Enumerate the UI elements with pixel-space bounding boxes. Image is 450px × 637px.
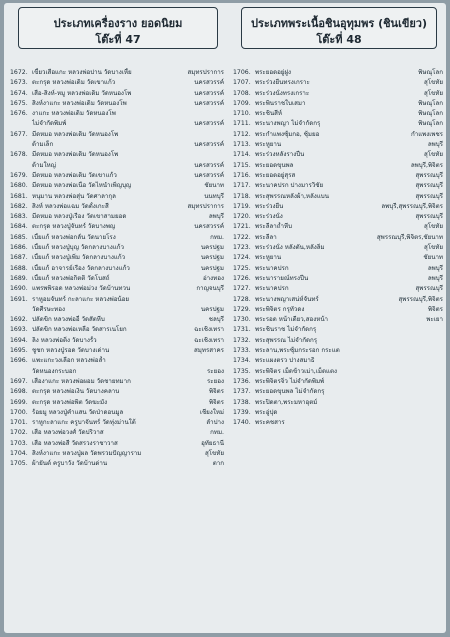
- item-number: 1688.: [10, 264, 28, 272]
- list-item: [10, 212, 224, 222]
- item-number: 1722.: [233, 233, 251, 241]
- list-item: [233, 202, 443, 212]
- item-number: 1717.: [233, 182, 251, 190]
- item-number: 1695.: [10, 347, 28, 355]
- item-province: ลพบุรี: [427, 264, 443, 272]
- item-province: สุพรรณบุรี: [415, 213, 443, 221]
- item-name: วัดศีรษะทอง: [32, 305, 65, 313]
- list-item: [10, 68, 224, 78]
- item-name: เบี้ยแก้ หลวงปู่บุญ วัดกลางบางแก้ว: [32, 244, 124, 252]
- item-number: 1699.: [10, 398, 28, 406]
- item-name: สิงห์ หลวงพ่อแฉม วัดตั้งเกะสี: [32, 202, 109, 210]
- list-item: [233, 89, 443, 99]
- item-name: ร้อยมู หลวงปู่คำแสน วัดป่าดอนมูล: [32, 408, 124, 416]
- list-item: [10, 305, 224, 315]
- item-province: สุโขทัย: [423, 151, 443, 159]
- list-item: [233, 264, 443, 274]
- list-item: [10, 295, 224, 305]
- item-number: 1739.: [233, 408, 251, 416]
- item-number: 1718.: [233, 192, 251, 200]
- item-province: พิจิตร: [208, 398, 224, 406]
- item-number: [10, 140, 32, 150]
- item-province: สุพรรณบุรี: [415, 182, 443, 190]
- item-province: พิษณุโลก: [418, 69, 443, 76]
- item-name: พระร่วงนั่ง: [255, 213, 283, 221]
- item-province: สมุทรปราการ: [187, 69, 224, 76]
- list-item: [10, 89, 224, 99]
- item-number: 1723.: [233, 244, 251, 252]
- item-number: 1726.: [233, 274, 251, 282]
- list-item: [233, 356, 443, 366]
- item-number: 1740.: [233, 419, 251, 427]
- list-item: [10, 150, 224, 160]
- list-item: [233, 233, 443, 243]
- item-number: 1703.: [10, 439, 28, 447]
- item-province: ลพบุรี,พิจิตร: [410, 161, 443, 169]
- catalog-page: [4, 3, 446, 633]
- list-item: [10, 398, 224, 408]
- list-item: [233, 78, 443, 88]
- item-number: 1735.: [233, 367, 251, 375]
- item-number: 1672.: [10, 69, 28, 76]
- item-province: สุพรรณบุรี,พิจิตร: [398, 295, 443, 303]
- item-province: สุพรรณบุรี: [415, 192, 443, 200]
- item-name: พระชินสีห์: [255, 110, 283, 118]
- table-47-list: [10, 68, 224, 470]
- list-item: [10, 315, 224, 325]
- item-province: สมุทรปราการ: [187, 202, 224, 210]
- item-number: 1731.: [233, 326, 251, 334]
- item-province: นครปฐม: [200, 305, 224, 313]
- item-province: นครสวรรค์: [194, 99, 224, 107]
- list-item: [10, 181, 224, 191]
- item-number: 1719.: [233, 202, 251, 210]
- item-number: 1720.: [233, 213, 251, 221]
- list-item: [233, 192, 443, 202]
- item-number: 1734.: [233, 357, 251, 365]
- list-item: [10, 78, 224, 88]
- item-number: 1714.: [233, 151, 251, 159]
- list-item: [233, 408, 443, 418]
- item-name: พระร่วงนั่งทรงเกราะ: [255, 89, 310, 97]
- item-province: นครสวรรค์: [194, 223, 224, 231]
- item-name: พระยอดอยู่สุรส: [255, 171, 296, 179]
- list-item: [10, 253, 224, 263]
- item-name: พระพิจิตร กรุทัวดง: [255, 305, 305, 313]
- item-name: พระหูยาน: [255, 254, 282, 262]
- item-name: พระพินราชใบเสมา: [255, 99, 306, 107]
- item-name: มีดหมอ หลวงพ่อเดิม วัดเขาแก้ว: [32, 171, 117, 179]
- list-item: [10, 202, 224, 212]
- list-item: [233, 109, 443, 119]
- item-name: แพรพพิรอด หลวงพ่อม่วง วัดบ้านทวน: [32, 285, 131, 293]
- item-province: ลพบุรี: [427, 141, 443, 149]
- list-item: [10, 192, 224, 202]
- table-47-title: ประเภทเครื่องราง ยอดนิยม: [53, 17, 183, 30]
- item-name: ปลัดขิก หลวงพ่อเหลือ วัดสารเนโยก: [32, 326, 127, 334]
- item-number: 1732.: [233, 336, 251, 344]
- item-name: มีดหมอ หลวงพ่อเดิม วัดหนองโพ: [32, 151, 119, 159]
- list-item: [233, 325, 443, 335]
- item-number: 1701.: [10, 419, 28, 427]
- item-name: หนุมาน หลวงพ่อสุ่น วัดศาลากุล: [32, 192, 116, 200]
- item-province: นครสวรรค์: [194, 89, 224, 97]
- item-name: พระร่วงหลังรางปืน: [255, 151, 305, 159]
- table-47-number: โต๊ะที่ 47: [95, 33, 141, 46]
- list-item: [10, 109, 224, 119]
- table-48-list: [233, 68, 443, 428]
- list-item: [10, 449, 224, 459]
- item-province: ชัยนาท: [204, 182, 224, 190]
- item-name: เสือ-สิงห์-หมู หลวงพ่อเดิม วัดหนองโพ: [32, 89, 132, 97]
- item-number: 1687.: [10, 254, 28, 262]
- item-name: พระร่วงนั่ง หลังตัน,หลังลิ่ม: [255, 244, 325, 252]
- list-item: [10, 130, 224, 140]
- item-province: ฉะเชิงเทรา: [194, 336, 224, 344]
- item-name: ตะกรุด หลวงพ่อพิต วัดฆะมัง: [32, 398, 108, 406]
- item-number: 1728.: [233, 295, 251, 303]
- table-48-header: [241, 7, 437, 49]
- item-name: เบี้ยแก้ หลวงปู่เพิ่ม วัดกลางบางแก้ว: [32, 254, 126, 262]
- item-name: พระรอด หน้าเดียว,สองหน้า: [255, 316, 329, 324]
- table-47-column: [10, 7, 224, 470]
- item-number: [10, 305, 32, 315]
- item-province: นครสวรรค์: [194, 120, 224, 128]
- list-item: [233, 150, 443, 160]
- item-name: เขี้ยวเสือแกะ หลวงพ่อปาน วัดบางเหี้ย: [32, 69, 132, 76]
- item-name: พระยอดขุนพล: [255, 161, 294, 169]
- item-name: ผ้ายันต์ ครูบาวัง วัดบ้านด่าน: [32, 460, 108, 468]
- item-number: 1725.: [233, 264, 251, 272]
- list-item: [233, 99, 443, 109]
- item-number: 1692.: [10, 316, 28, 324]
- item-name: พระนาคปรก: [255, 285, 289, 293]
- item-province: ลพบุรี: [208, 213, 224, 221]
- item-name: พระแผงตรว ปางสมาธิ: [255, 357, 315, 365]
- item-name: งาแกะ หลวงพ่อเดิม วัดหนองโพ: [32, 110, 116, 118]
- item-number: 1690.: [10, 285, 28, 293]
- item-province: พิจิตร: [427, 305, 443, 313]
- list-item: [10, 346, 224, 356]
- list-item: [10, 222, 224, 232]
- item-province: พิษณุโลก: [418, 110, 443, 118]
- item-province: ชัยนาท: [423, 254, 443, 262]
- item-province: นครปฐม: [200, 264, 224, 272]
- item-number: 1711.: [233, 120, 251, 128]
- list-item: [233, 315, 443, 325]
- item-name: พระพิจิตรจิ๋ว ไม่จำกัดพิมพ์: [255, 377, 325, 385]
- item-number: 1674.: [10, 89, 28, 97]
- list-item: [10, 418, 224, 428]
- item-province: ลำปาง: [206, 419, 224, 427]
- list-item: [10, 325, 224, 335]
- item-number: [10, 119, 32, 129]
- item-number: 1683.: [10, 213, 28, 221]
- item-province: นครปฐม: [200, 244, 224, 252]
- item-number: 1738.: [233, 398, 251, 406]
- list-item: [10, 428, 224, 438]
- item-number: 1680.: [10, 182, 28, 190]
- list-item: [233, 295, 443, 305]
- table-48-title: ประเภทพระเนื้อชินอุทุมพร (ชินเขียว): [250, 17, 428, 30]
- item-number: 1705.: [10, 460, 28, 468]
- item-province: สุพรรณบุรี: [415, 171, 443, 179]
- item-name: ราหูอมจันทร์ กะลาแกะ หลวงพ่อน้อย: [32, 295, 129, 303]
- item-province: อ่างทอง: [202, 274, 224, 282]
- item-name: เสือ หลวงพ่อสี วัดสรวงราชาวาส: [32, 439, 118, 447]
- list-item: [10, 140, 224, 150]
- item-province: กาญจนบุรี: [196, 285, 224, 293]
- item-number: 1708.: [233, 89, 251, 97]
- item-number: 1721.: [233, 223, 251, 231]
- item-province: นครสวรรค์: [194, 161, 224, 169]
- item-province: สุโขทัย: [423, 223, 443, 231]
- item-name: เสือ หลวงพ่อวงศ์ วัดปริวาส: [32, 429, 104, 437]
- item-number: [10, 367, 32, 377]
- list-item: [233, 387, 443, 397]
- item-name: พระนาคปรก ปางมารวิชัย: [255, 182, 324, 190]
- list-item: [233, 305, 443, 315]
- item-number: 1712.: [233, 130, 251, 138]
- item-province: ลพบุรี,สุพรรณบุรี,พิจิตร: [381, 202, 443, 210]
- item-province: พิษณุโลก: [418, 99, 443, 107]
- item-province: สุโขทัย: [204, 449, 224, 457]
- list-item: [10, 119, 224, 129]
- item-name: พระร่วงยืน: [255, 202, 284, 210]
- item-number: 1677.: [10, 130, 28, 138]
- item-name: สิงห์งาแกะ หลวงปู่ผล วัดพรวมปัญญาราม: [32, 449, 142, 457]
- list-item: [10, 171, 224, 181]
- item-province: นนทบุรี: [204, 192, 224, 200]
- item-province: สุโขทัย: [423, 89, 443, 97]
- item-name: พระปิดตา,พระมหาอุตม์: [255, 398, 318, 406]
- item-name: พระพิจิตร เม็ดข้าวเม่า,เม็ดแตง: [255, 367, 338, 375]
- list-item: [10, 233, 224, 243]
- list-item: [233, 171, 443, 181]
- item-number: 1696.: [10, 357, 28, 365]
- list-item: [233, 336, 443, 346]
- item-province: สุโขทัย: [423, 244, 443, 252]
- item-name: วัดหนองกระบอก: [32, 367, 77, 375]
- item-name: ด้ามใหญ่: [32, 161, 56, 169]
- item-name: ตะกรุด หลวงพ่อเงิน วัดบางคลาน: [32, 388, 120, 396]
- list-item: [10, 336, 224, 346]
- item-name: ไม่จำกัดพิมพ์: [32, 120, 67, 128]
- item-name: แพะแกะวงเลือก หลวงพ่อล้ำ: [32, 357, 106, 365]
- item-province: นครสวรรค์: [194, 171, 224, 179]
- item-number: 1702.: [10, 429, 28, 437]
- list-item: [233, 377, 443, 387]
- item-name: พระนารายณ์ทรงปืน: [255, 274, 309, 282]
- item-number: 1679.: [10, 171, 28, 179]
- item-name: พระยอดอยู่ฝูง: [255, 69, 292, 76]
- item-province: ระยอง: [206, 367, 224, 375]
- item-name: ด้ามเล็ก: [32, 141, 54, 149]
- item-name: พระสุพรรณหลังผ้า,หลังแบน: [255, 192, 329, 200]
- item-name: มีดหมอ หลวงพ่อเดิม วัดหนองโพ: [32, 130, 119, 138]
- list-item: [233, 212, 443, 222]
- list-item: [10, 356, 224, 366]
- item-number: 1706.: [233, 69, 251, 76]
- list-item: [10, 161, 224, 171]
- item-number: 1685.: [10, 233, 28, 241]
- item-name: เบี้ยแก้ หลวงพ่อกลั่น วัดนายโรง: [32, 233, 116, 241]
- item-number: 1684.: [10, 223, 28, 231]
- item-number: 1678.: [10, 151, 28, 159]
- item-province: นครสวรรค์: [194, 141, 224, 149]
- item-province: อุทัยธานี: [201, 439, 224, 447]
- list-item: [233, 418, 443, 428]
- item-name: มีดหมอ หลวงพ่อเนื่อ วัดไหนำเพิ่ญบุญ: [32, 182, 132, 190]
- item-name: พระนาคปรก: [255, 264, 289, 272]
- item-number: 1673.: [10, 79, 28, 87]
- item-province: กำแพงเพชร: [410, 130, 443, 138]
- item-name: ตะกรุด หลวงพ่อเดิม วัดเขาแก้ว: [32, 79, 116, 87]
- item-number: 1715.: [233, 161, 251, 169]
- item-province: ฉะเชิงเทรา: [194, 326, 224, 334]
- item-name: พระกำแพงซุ้มกอ, ซุ้มยอ: [255, 130, 320, 138]
- list-item: [233, 181, 443, 191]
- list-item: [10, 408, 224, 418]
- table-47-header: [18, 7, 218, 49]
- item-number: [10, 161, 32, 171]
- item-number: 1713.: [233, 141, 251, 149]
- item-name: พระคชสาร: [255, 419, 285, 427]
- item-name: ตะกรุด หลวงปู่จันทร์ วัดบางพญ: [32, 223, 116, 231]
- item-number: 1694.: [10, 336, 28, 344]
- item-number: 1730.: [233, 316, 251, 324]
- item-number: 1724.: [233, 254, 251, 262]
- item-province: สุโขทัย: [423, 79, 443, 87]
- item-number: 1698.: [10, 388, 28, 396]
- list-item: [10, 439, 224, 449]
- item-number: 1700.: [10, 408, 28, 416]
- item-number: 1681.: [10, 192, 28, 200]
- list-item: [10, 274, 224, 284]
- item-province: พะเยา: [426, 316, 443, 324]
- item-number: 1707.: [233, 79, 251, 87]
- list-item: [233, 398, 443, 408]
- item-province: พิจิตร: [208, 388, 224, 396]
- item-number: 1675.: [10, 99, 28, 107]
- item-number: 1704.: [10, 449, 28, 457]
- item-number: 1693.: [10, 326, 28, 334]
- item-name: เสืองาแกะ หลวงพ่อผอม วัดชายทมาก: [32, 377, 131, 385]
- list-item: [233, 140, 443, 150]
- item-name: พระชินราช ไม่จำกัดกรุ: [255, 326, 317, 334]
- list-item: [233, 367, 443, 377]
- list-item: [233, 253, 443, 263]
- item-number: 1709.: [233, 99, 251, 107]
- item-number: 1710.: [233, 110, 251, 118]
- item-number: 1737.: [233, 388, 251, 396]
- list-item: [10, 243, 224, 253]
- list-item: [10, 367, 224, 377]
- item-province: สมุทรสาคร: [194, 347, 224, 355]
- item-province: สุพรรณบุรี,พิจิตร,ชัยนาท: [376, 233, 443, 241]
- item-name: พระนางพญา ไม่จำกัดกรุ: [255, 120, 321, 128]
- item-number: 1733.: [233, 347, 251, 355]
- item-name: สิงห์งาแกะ หลวงพ่อเดิม วัดหนองโพ: [32, 99, 127, 107]
- item-name: เบี้ยแก้ หลวงพ่อกิตติ วัดโบสถ์: [32, 274, 110, 282]
- list-item: [10, 99, 224, 109]
- list-item: [10, 459, 224, 469]
- item-province: เชียงใหม่: [199, 408, 224, 416]
- item-name: มีดหมอ หลวงปู่เรือง วัดเขาสามยอด: [32, 213, 127, 221]
- item-number: 1736.: [233, 377, 251, 385]
- list-item: [10, 387, 224, 397]
- item-province: กทม.: [210, 429, 224, 437]
- list-item: [10, 284, 224, 294]
- item-name: พระลีลาถ้ำหีบ: [255, 223, 293, 231]
- item-name: ลิง หลวงพ่อติ่ง วัดบางรั้ว: [32, 336, 97, 344]
- item-name: พระหูยาน: [255, 141, 282, 149]
- item-province: ระยอง: [206, 377, 224, 385]
- item-name: พระร่วงยืนทรงเกราะ: [255, 79, 310, 87]
- item-name: เบี้ยแก้ อาจารย์เรือง วัดกลางบางแก้ว: [32, 264, 130, 272]
- list-item: [10, 264, 224, 274]
- list-item: [10, 377, 224, 387]
- item-number: 1682.: [10, 202, 28, 210]
- item-number: 1716.: [233, 171, 251, 179]
- table-48-number: โต๊ะที่ 48: [316, 33, 362, 46]
- list-item: [233, 346, 443, 356]
- table-48-column: [233, 7, 443, 428]
- list-item: [233, 119, 443, 129]
- item-province: สุพรรณบุรี: [415, 285, 443, 293]
- item-province: นครปฐม: [200, 254, 224, 262]
- item-name: พระยอดขุนพล ไม่จำกัดกรุ: [255, 388, 325, 396]
- item-number: 1689.: [10, 274, 28, 282]
- list-item: [233, 274, 443, 284]
- item-number: 1686.: [10, 244, 28, 252]
- list-item: [233, 284, 443, 294]
- item-province: กทม.: [210, 233, 224, 241]
- item-name: ชูชก หลวงปู่รอด วัดบางเด่าน: [32, 347, 110, 355]
- item-name: ปลัดขิก หลวงพ่ออี๋ วัดสัตหีบ: [32, 316, 105, 324]
- list-item: [233, 68, 443, 78]
- item-number: 1691.: [10, 295, 28, 303]
- list-item: [233, 243, 443, 253]
- list-item: [233, 161, 443, 171]
- item-name: พระลีลา: [255, 233, 277, 241]
- list-item: [233, 222, 443, 232]
- item-name: พระนางพญาเสน่ห์จันทร์: [255, 295, 319, 303]
- item-name: พระอู่ปุด: [255, 408, 278, 416]
- item-number: 1697.: [10, 377, 28, 385]
- item-province: ตาก: [212, 460, 224, 468]
- item-province: ชลบุรี: [208, 316, 224, 324]
- item-province: นครสวรรค์: [194, 79, 224, 87]
- item-number: 1727.: [233, 285, 251, 293]
- item-name: พระสุพรรณ ไม่จำกัดกรุ: [255, 336, 318, 344]
- item-number: 1676.: [10, 110, 28, 118]
- item-name: พระลาน,พระซุ้มกระรอก กระแต: [255, 347, 340, 355]
- item-name: ราหูกะลาแกะ ครูบาจันทร์ วัดทุ่งม่านใต้: [32, 419, 136, 427]
- item-province: ลพบุรี: [427, 274, 443, 282]
- list-item: [233, 130, 443, 140]
- item-number: 1729.: [233, 305, 251, 313]
- item-province: พิษณุโลก: [418, 120, 443, 128]
